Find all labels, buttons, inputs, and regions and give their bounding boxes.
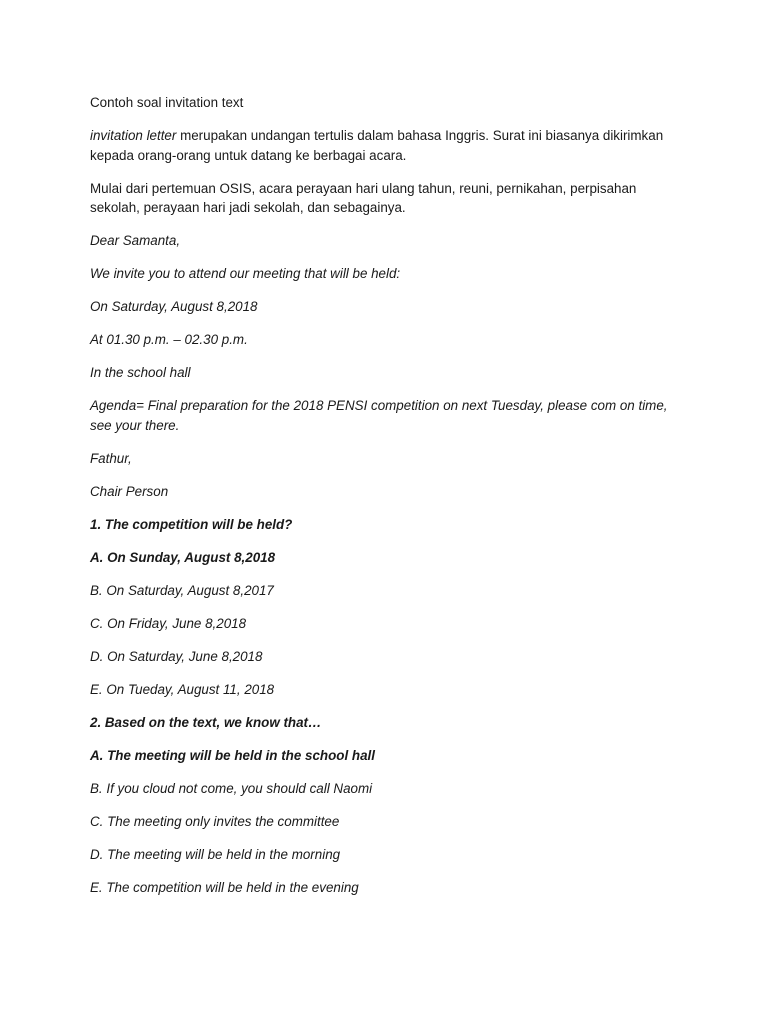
intro-paragraph-1	[90, 126, 680, 165]
question-1-option-e: E. On Tueday, August 11, 2018	[90, 681, 275, 697]
question-1-option-c: C. On Friday, June 8,2018	[90, 615, 247, 631]
letter-greeting: Dear Samanta,	[90, 233, 181, 248]
question-1-option-d: D. On Saturday, June 8,2018	[90, 648, 263, 664]
intro-paragraph-2: Mulai dari pertemuan OSIS, acara perayaan hari ulang tahun, reuni, pernikahan, perpisahan sekolah, perayaan hari jadi sekolah, dan sebagainya.	[90, 180, 637, 215]
letter-agenda: Agenda= Final preparation for the 2018 PENSI competition on next Tuesday, please com on time, see your there.	[90, 398, 668, 433]
question-2-option-c: C. The meeting only invites the committee	[90, 813, 340, 829]
letter-time: At 01.30 p.m. – 02.30 p.m.	[90, 332, 248, 347]
document-title: Contoh soal invitation text	[90, 95, 244, 110]
question-2-option-e: E. The competition will be held in the evening	[90, 879, 359, 895]
question-2-option-b: B. If you cloud not come, you should call Naomi	[90, 780, 373, 796]
question-2: 2. Based on the text, we know that…	[90, 714, 322, 730]
letter-role: Chair Person	[90, 483, 169, 499]
letter-invite: We invite you to attend our meeting that will be held:	[90, 266, 401, 281]
document-page	[90, 93, 680, 911]
question-2-option-a: A. The meeting will be held in the school hall	[90, 747, 375, 763]
letter-sender: Fathur,	[90, 450, 132, 466]
letter-date: On Saturday, August 8,2018	[90, 299, 258, 314]
question-1-option-a: A. On Sunday, August 8,2018	[90, 549, 276, 565]
intro-emphasis: invitation letter	[90, 128, 177, 143]
question-1-option-b: B. On Saturday, August 8,2017	[90, 582, 274, 598]
intro-text: merupakan undangan tertulis dalam bahasa Inggris. Surat ini biasanya dikirimkan kepada orang-orang untuk datang ke berbagai acara.	[90, 128, 664, 163]
question-2-option-d: D. The meeting will be held in the morning	[90, 846, 341, 862]
letter-place: In the school hall	[90, 365, 191, 380]
question-1: 1. The competition will be held?	[90, 516, 293, 532]
